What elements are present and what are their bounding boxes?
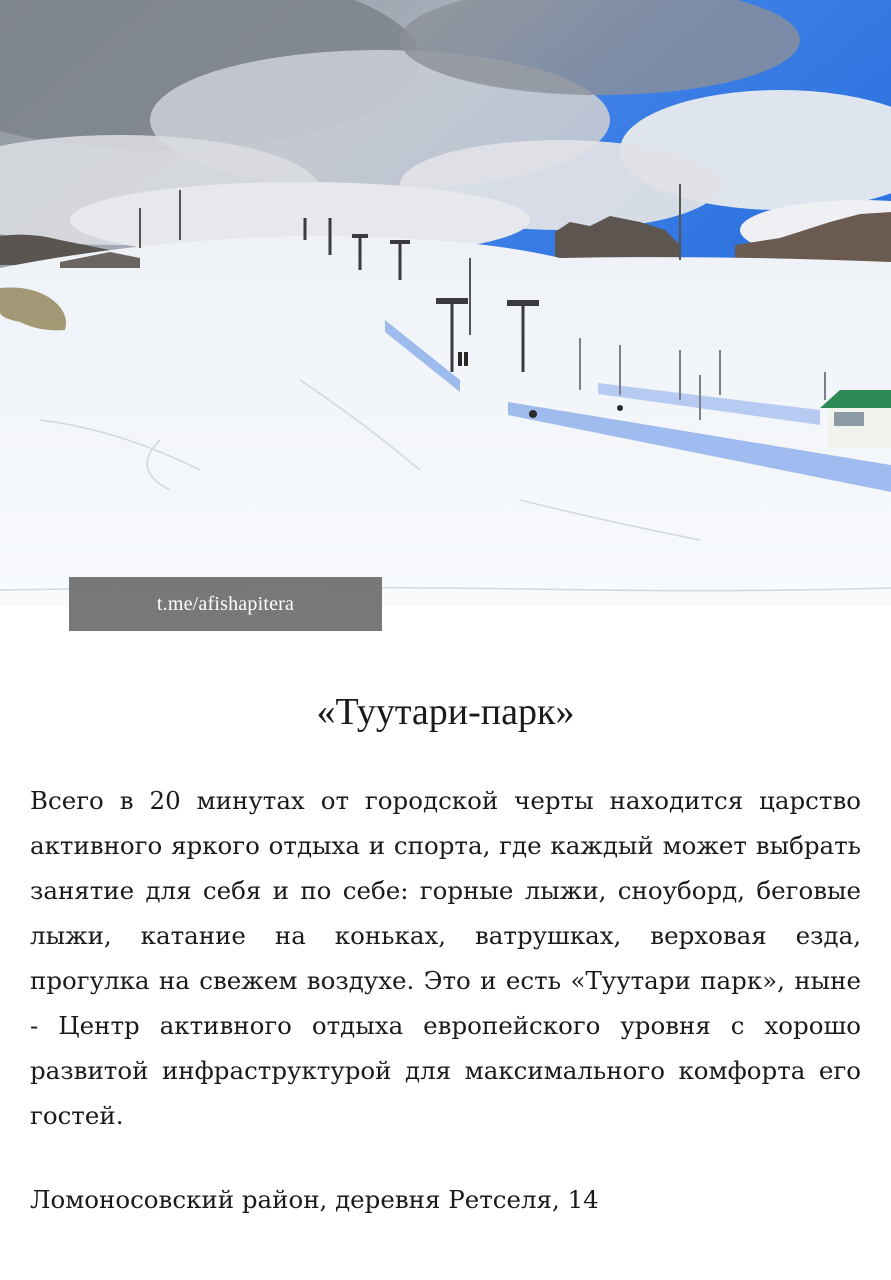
article-address: Ломоносовский район, деревня Ретселя, 14 [30,1185,599,1214]
ski-slope-photo [0,0,891,606]
article-description: Всего в 20 минутах от городской черты находится царство активного яркого отдыха и спорта, где каждый может выбрать занятие для себя и по себе: горные лыжи, сноуборд, беговые лыжи, катание на коньках, ватрушках, верховая езда, прогулка на свежем воздухе. Это и есть «Туутари парк», ныне - Центр активного отдыха европейского уровня с хорошо развитой инфраструктурой для максимального комфорта его гостей. [30,786,861,1130]
article-title: «Туутари-парк» [316,691,575,733]
ski-slope-illustration [0,0,891,606]
watermark-label: t.me/afishapitera [69,577,382,631]
